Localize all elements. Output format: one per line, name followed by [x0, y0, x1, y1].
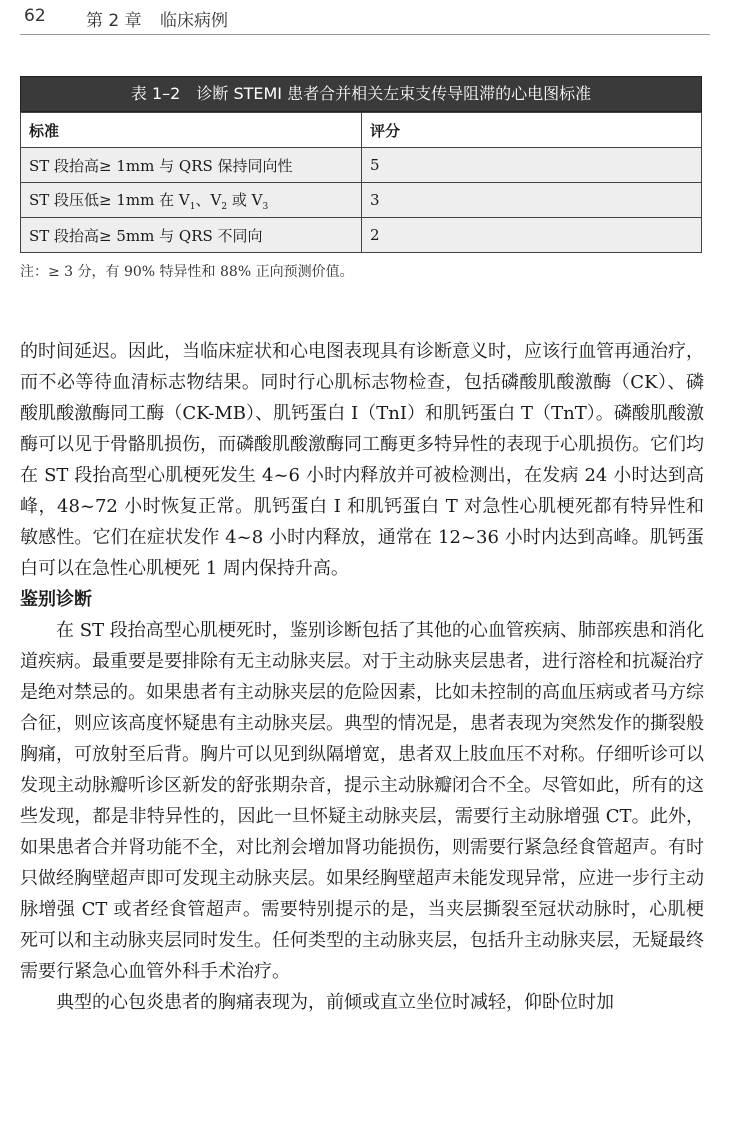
column-header-criteria: 标准 [21, 113, 362, 148]
criteria-text: 、V [195, 190, 222, 209]
lead-subscript: 3 [262, 201, 269, 212]
ecg-criteria-table [20, 76, 702, 253]
criteria-cell [21, 183, 362, 218]
chapter-label: 第 2 章 [86, 11, 142, 31]
table-row [21, 218, 702, 253]
criteria-text: 或 V [227, 190, 263, 209]
table-row [21, 183, 702, 218]
criteria-text: ST 段压低≥ 1mm 在 V [29, 190, 190, 209]
header-divider [20, 34, 710, 35]
table-row [21, 148, 702, 183]
score-cell: 2 [362, 218, 702, 253]
column-header-score: 评分 [362, 113, 702, 148]
lead-subscript: 2 [221, 201, 228, 212]
criteria-cell: ST 段抬高≥ 1mm 与 QRS 保持同向性 [21, 148, 362, 183]
criteria-cell: ST 段抬高≥ 5mm 与 QRS 不同向 [21, 218, 362, 253]
chapter-title: 临床病例 [160, 11, 228, 31]
section-heading: 鉴别诊断 [20, 589, 92, 610]
table-caption: 表 1–2 诊断 STEMI 患者合并相关左束支传导阻滞的心电图标准 [20, 76, 702, 112]
score-cell: 5 [362, 148, 702, 183]
table-header-row [21, 113, 702, 148]
table-grid [20, 112, 702, 253]
page-header [20, 6, 710, 36]
score-cell: 3 [362, 183, 702, 218]
body-paragraph: 在 ST 段抬高型心肌梗死时，鉴别诊断包括了其他的心血管疾病、肺部疾患和消化道疾病。最重要是要排除有无主动脉夹层。对于主动脉夹层患者，进行溶栓和抗凝治疗是绝对禁忌的。如果患者有主动脉夹层的危险因素，比如未控制的高血压病或者马方综合征，则应该高度怀疑患有主动脉夹层。典型的情况是，患者表现为突然发作的撕裂般胸痛，可放射至后背。胸片可以见到纵隔增宽，患者双上肢血压不对称。仔细听诊可以发现主动脉瓣听诊区新发的舒张期杂音，提示主动脉瓣闭合不全。尽管如此，所有的这些发现，都是非特异性的，因此一旦怀疑主动脉夹层，需要行主动脉增强 CT。此外，如果患者合并肾功能不全，对比剂会增加肾功能损伤，则需要行紧急经食管超声。有时只做经胸壁超声即可发现主动脉夹层。如果经胸壁超声未能发现异常，应进一步行主动脉增强 CT 或者经食管超声。需要特别提示的是，当夹层撕裂至冠状动脉时，心肌梗死可以和主动脉夹层同时发生。任何类型的主动脉夹层，包括升主动脉夹层，无疑最终需要行紧急心血管外科手术治疗。 [20, 620, 704, 982]
lead-subscript: 1 [189, 201, 196, 212]
body-paragraph: 典型的心包炎患者的胸痛表现为，前倾或直立坐位时减轻，仰卧位时加 [56, 992, 614, 1013]
body-paragraph: 的时间延迟。因此，当临床症状和心电图表现具有诊断意义时，应该行血管再通治疗，而不必等待血清标志物结果。同时行心肌标志物检查，包括磷酸肌酸激酶（CK）、磷酸肌酸激酶同工酶（CK-MB）、肌钙蛋白 I（TnI）和肌钙蛋白 T（TnT）。磷酸肌酸激酶可以见于骨骼肌损伤，而磷酸肌酸激酶同工酶更多特异性的表现于心肌损伤。它们均在 ST 段抬高型心肌梗死发生 4~6 小时内释放并可被检测出，在发病 24 小时达到高峰，48~72 小时恢复正常。肌钙蛋白 I 和肌钙蛋白 T 对急性心肌梗死都有特异性和敏感性。它们在症状发作 4~8 小时内释放，通常在 12~36 小时内达到高峰。肌钙蛋白可以在急性心肌梗死 1 周内保持升高。 [20, 341, 704, 579]
page-number: 62 [24, 6, 46, 26]
main-body [20, 336, 704, 1018]
table-note: 注：≥ 3 分，有 90% 特异性和 88% 正向预测价值。 [20, 264, 354, 280]
